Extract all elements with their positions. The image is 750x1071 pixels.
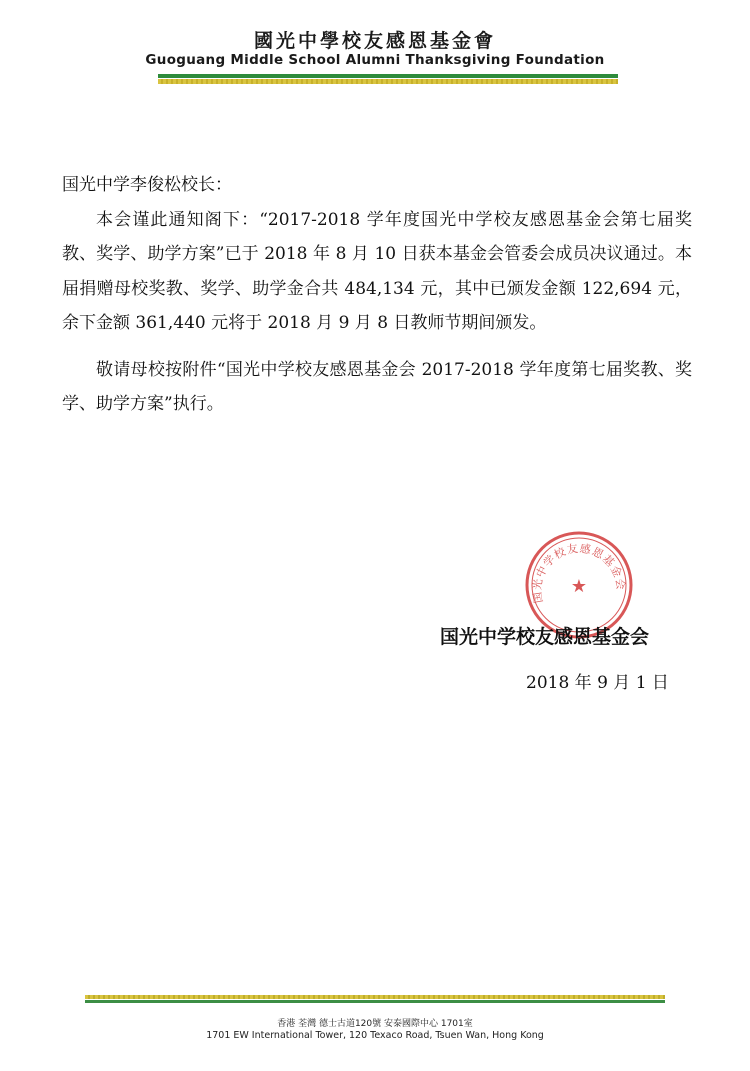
- footer-rule: [85, 995, 665, 1004]
- letterhead-title-cn: 國光中學校友感恩基金會: [253, 30, 496, 52]
- footer-address-en: 1701 EW International Tower, 120 Texaco Road, Tsuen Wan, Hong Kong: [206, 1030, 544, 1041]
- letter-body: [62, 168, 692, 422]
- svg-text:国光中学校友感恩基金会: 国光中学校友感恩基金会: [530, 541, 628, 604]
- paragraph-2: 敬请母校按附件“国光中学校友感恩基金会 2017-2018 学年度第七届奖教、奖学、助学方案”执行。: [62, 359, 692, 414]
- letterhead-title-en: Guoguang Middle School Alumni Thanksgiving Foundation: [145, 52, 605, 68]
- signature-date: 2018 年 9 月 1 日: [526, 673, 669, 693]
- letterhead-rule: [158, 74, 618, 84]
- footer-address-cn: 香港 荃灣 德士古道120號 安泰國際中心 1701室: [277, 1019, 473, 1029]
- paragraph-1: 本会谨此通知阁下：“2017-2018 学年度国光中学校友感恩基金会第七届奖教、奖学、助学方案”已于 2018 年 8 月 10 日获本基金会管委会成员决议通过。本届捐赠母校奖教、奖学、助学金合共 484,134 元，其中已颁发金额 122,694 元，余下金额 361,440 元将于 2018 月 9 月 8 日教师节期间颁发。: [62, 209, 692, 333]
- salutation: 国光中学李俊松校长：: [62, 175, 232, 195]
- signature-organization: 国光中学校友感恩基金会: [440, 626, 650, 648]
- svg-text:★: ★: [570, 576, 588, 597]
